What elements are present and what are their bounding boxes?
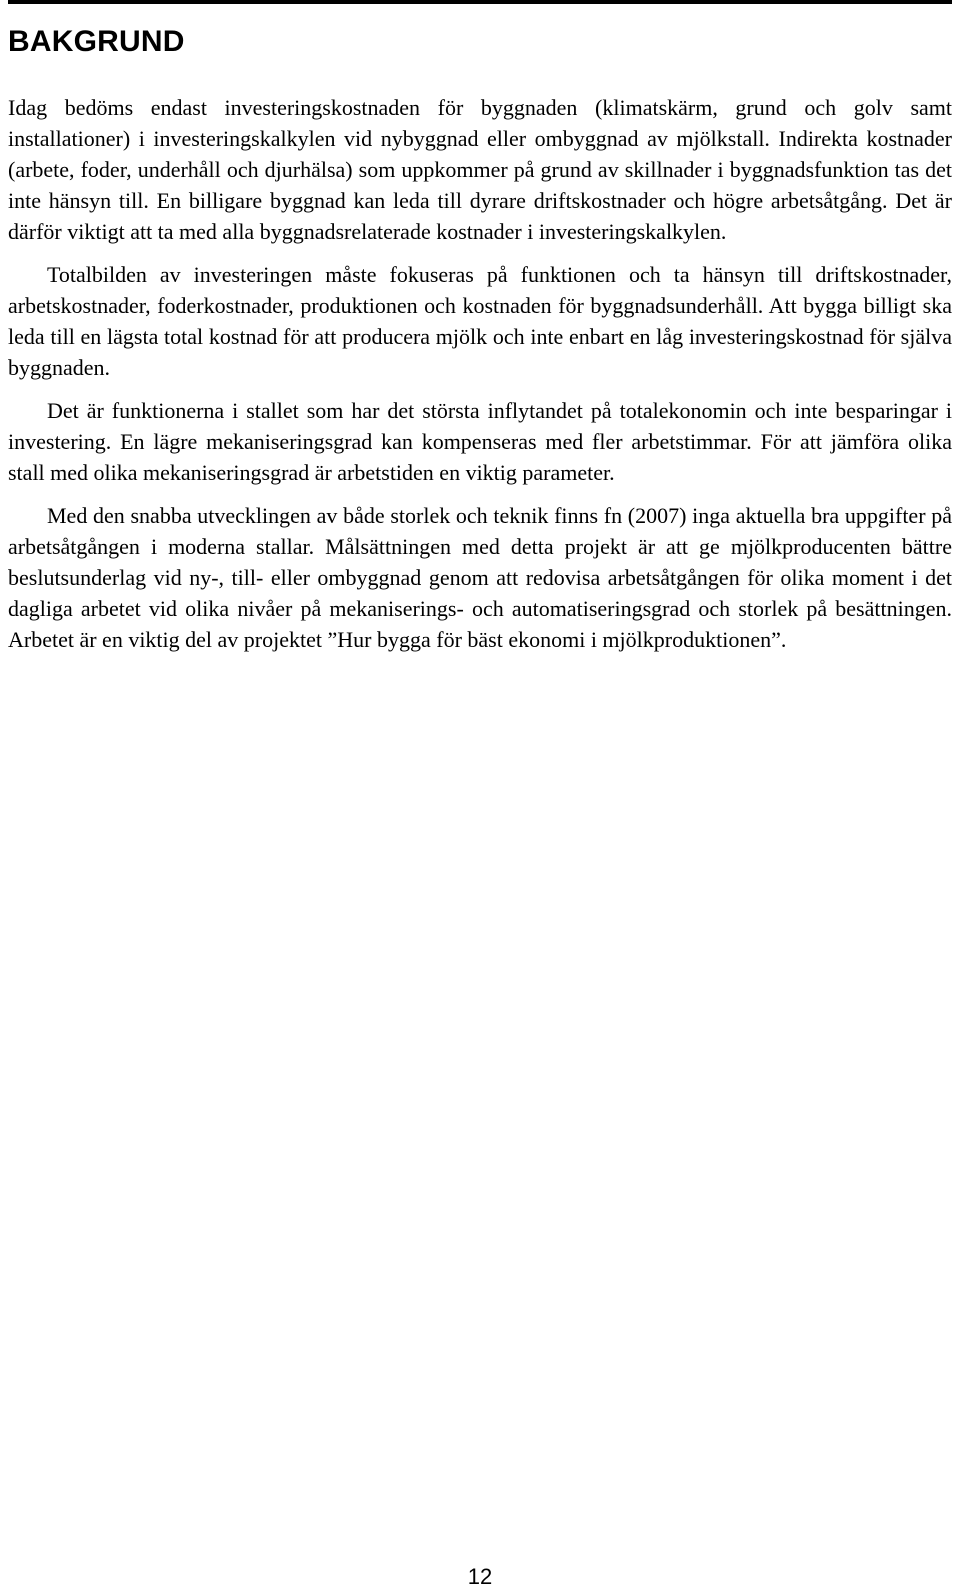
paragraph-4: Med den snabba utvecklingen av både storlek och teknik finns fn (2007) inga aktuella bra uppgifter på arbetsåtgången i moderna stallar. Målsättningen med detta projekt är att ge mjölkproducenten bättre beslutsunderlag vid ny-, till- eller ombyggnad genom att redovisa arbetsåtgången för olika moment i det dagliga arbetet vid olika nivåer på mekaniserings- och automatiseringsgrad och storlek på besättningen. Arbetet är en viktig del av projektet ”Hur bygga för bäst ekonomi i mjölkproduktionen”. [8, 503, 952, 652]
top-rule [8, 0, 952, 4]
paragraph-1: Idag bedöms endast investeringskostnaden för byggnaden (klimatskärm, grund och golv samt installationer) i investeringskalkylen vid nybyggnad eller ombyggnad av mjölkstall. Indirekta kostnader (arbete, foder, underhåll och djurhälsa) som uppkommer på grund av skillnader i byggnadsfunktion tas det inte hänsyn till. En billigare byggnad kan leda till dyrare driftskostnader och högre arbetsåtgång. Det är därför viktigt att ta med alla byggnadsrelaterade kostnader i investeringskalkylen. [8, 95, 952, 244]
body-text [8, 92, 952, 667]
page-number: 12 [467, 1564, 493, 1589]
paragraph-3: Det är funktionerna i stallet som har det största inflytandet på totalekonomin och inte besparingar i investering. En lägre mekaniseringsgrad kan kompenseras med fler arbetstimmar. För att jämföra olika stall med olika mekaniseringsgrad är arbetstiden en viktig parameter. [8, 398, 952, 485]
section-heading: BAKGRUND [8, 25, 185, 58]
paragraph-2: Totalbilden av investeringen måste fokuseras på funktionen och ta hänsyn till driftskostnader, arbetskostnader, foderkostnader, produktionen och kostnaden för byggnadsunderhåll. Att bygga billigt ska leda till en lägsta total kostnad för att producera mjölk och inte enbart en låg investeringskostnad för själva byggnaden. [8, 262, 952, 380]
